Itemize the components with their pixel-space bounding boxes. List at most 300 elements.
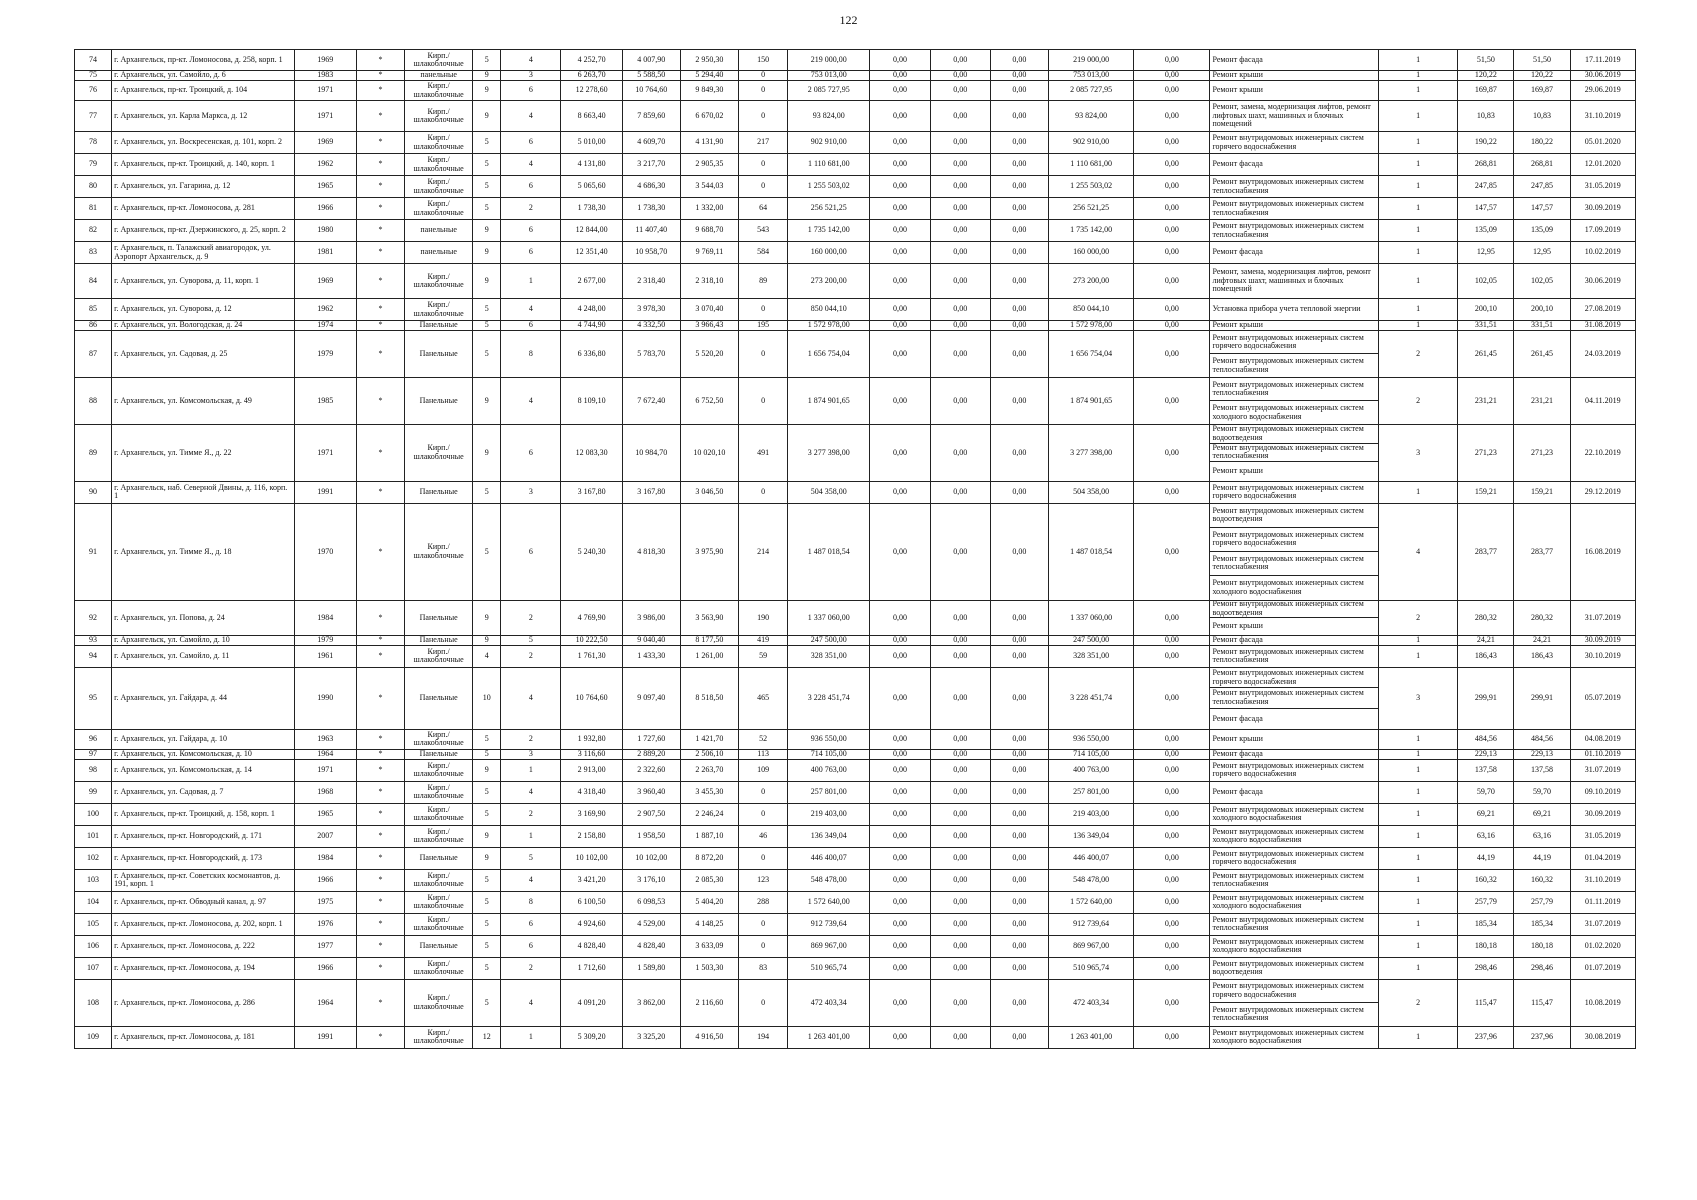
unit-cost-cell: 12,95 xyxy=(1458,242,1514,264)
work-count-cell: 1 xyxy=(1379,481,1458,503)
unit-cost-limit-cell: 51,50 xyxy=(1514,50,1570,71)
cost-federal-cell: 0,00 xyxy=(870,299,930,321)
cost-owners-cell: 902 910,00 xyxy=(1048,132,1133,154)
completion-date-cell: 31.07.2019 xyxy=(1570,600,1635,635)
floors-cell: 9 xyxy=(473,220,501,242)
table-row xyxy=(75,749,1636,759)
table-row xyxy=(75,667,1636,729)
cost-total-cell: 3 228 451,74 xyxy=(788,667,870,729)
work-type-line xyxy=(1210,220,1378,241)
row-number-cell: 109 xyxy=(75,1026,112,1048)
cost-owners-cell: 510 965,74 xyxy=(1048,957,1133,979)
area-living-cell: 3 167,80 xyxy=(622,481,680,503)
unit-cost-limit-cell: 10,83 xyxy=(1514,101,1570,132)
mark-cell: * xyxy=(356,50,404,71)
wall-material-cell: Кирп./ шлакоблочные xyxy=(405,101,473,132)
work-type-line xyxy=(1210,668,1378,688)
residents-cell: 214 xyxy=(739,503,788,600)
work-type-label: Ремонт внутридомовых инженерных систем водоотведения xyxy=(1212,600,1364,617)
wall-material-cell: Панельные xyxy=(405,331,473,378)
unit-cost-limit-cell: 280,32 xyxy=(1514,600,1570,635)
cost-owners-cell: 273 200,00 xyxy=(1048,264,1133,299)
wall-material-cell: Кирп./ шлакоблочные xyxy=(405,132,473,154)
unit-cost-cell: 169,87 xyxy=(1458,81,1514,101)
completion-date-cell: 30.10.2019 xyxy=(1570,645,1635,667)
entrances-cell: 1 xyxy=(501,825,561,847)
wall-material-cell: Кирп./ шлакоблочные xyxy=(405,198,473,220)
completion-date-cell: 31.05.2019 xyxy=(1570,176,1635,198)
wall-material-cell: Кирп./ шлакоблочные xyxy=(405,299,473,321)
work-type-label: Ремонт крыши xyxy=(1212,621,1263,631)
table-row xyxy=(75,299,1636,321)
work-count-cell: 1 xyxy=(1379,264,1458,299)
work-type-label: Ремонт крыши xyxy=(1212,466,1263,476)
build-year-cell: 1983 xyxy=(294,71,356,81)
area-apartments-cell: 9 688,70 xyxy=(680,220,738,242)
unit-cost-cell: 190,22 xyxy=(1458,132,1514,154)
cost-other-cell: 0,00 xyxy=(1134,154,1210,176)
wall-material-cell: панельные xyxy=(405,242,473,264)
area-apartments-cell: 3 070,40 xyxy=(680,299,738,321)
work-type-line xyxy=(1210,1027,1378,1048)
capital-repair-table xyxy=(74,49,1636,1049)
unit-cost-cell: 237,96 xyxy=(1458,1026,1514,1048)
address-cell: г. Архангельск, ул. Гагарина, д. 12 xyxy=(112,176,295,198)
work-types-cell xyxy=(1210,979,1379,1026)
work-count-cell: 1 xyxy=(1379,176,1458,198)
work-type-line xyxy=(1210,71,1378,80)
unit-cost-limit-cell: 237,96 xyxy=(1514,1026,1570,1048)
cost-regional-cell: 0,00 xyxy=(930,645,990,667)
cost-regional-cell: 0,00 xyxy=(930,242,990,264)
address-cell: г. Архангельск, пр-кт. Обводный канал, д. 97 xyxy=(112,891,295,913)
residents-cell: 113 xyxy=(739,749,788,759)
unit-cost-cell: 283,77 xyxy=(1458,503,1514,600)
area-living-cell: 1 589,80 xyxy=(622,957,680,979)
unit-cost-limit-cell: 135,09 xyxy=(1514,220,1570,242)
completion-date-cell: 30.06.2019 xyxy=(1570,264,1635,299)
work-count-cell: 3 xyxy=(1379,425,1458,482)
work-type-label: Ремонт внутридомовых инженерных систем водоотведения xyxy=(1212,958,1364,977)
residents-cell: 0 xyxy=(739,81,788,101)
area-apartments-cell: 2 085,30 xyxy=(680,869,738,891)
address-cell: г. Архангельск, ул. Попова, д. 24 xyxy=(112,600,295,635)
cost-total-cell: 1 110 681,00 xyxy=(788,154,870,176)
work-count-cell: 1 xyxy=(1379,132,1458,154)
area-living-cell: 3 862,00 xyxy=(622,979,680,1026)
cost-other-cell: 0,00 xyxy=(1134,759,1210,781)
row-number-cell: 89 xyxy=(75,425,112,482)
work-type-line xyxy=(1210,321,1378,330)
unit-cost-limit-cell: 268,81 xyxy=(1514,154,1570,176)
cost-owners-cell: 504 358,00 xyxy=(1048,481,1133,503)
build-year-cell: 1971 xyxy=(294,101,356,132)
area-total-cell: 4 769,90 xyxy=(561,600,622,635)
cost-other-cell: 0,00 xyxy=(1134,81,1210,101)
cost-total-cell: 504 358,00 xyxy=(788,481,870,503)
cost-federal-cell: 0,00 xyxy=(870,71,930,81)
cost-owners-cell: 1 487 018,54 xyxy=(1048,503,1133,600)
floors-cell: 9 xyxy=(473,425,501,482)
unit-cost-cell: 24,21 xyxy=(1458,635,1514,645)
floors-cell: 9 xyxy=(473,242,501,264)
row-number-cell: 86 xyxy=(75,321,112,331)
entrances-cell: 2 xyxy=(501,957,561,979)
cost-local-cell: 0,00 xyxy=(990,71,1048,81)
table-body xyxy=(75,50,1636,1049)
area-living-cell: 1 727,60 xyxy=(622,729,680,749)
cost-regional-cell: 0,00 xyxy=(930,825,990,847)
build-year-cell: 1964 xyxy=(294,979,356,1026)
area-apartments-cell: 8 872,20 xyxy=(680,847,738,869)
cost-other-cell: 0,00 xyxy=(1134,847,1210,869)
cost-owners-cell: 936 550,00 xyxy=(1048,729,1133,749)
unit-cost-cell: 115,47 xyxy=(1458,979,1514,1026)
wall-material-cell: Панельные xyxy=(405,481,473,503)
table-row xyxy=(75,729,1636,749)
work-types-cell xyxy=(1210,667,1379,729)
cost-regional-cell: 0,00 xyxy=(930,957,990,979)
work-types-cell xyxy=(1210,645,1379,667)
area-apartments-cell: 3 046,50 xyxy=(680,481,738,503)
cost-total-cell: 1 255 503,02 xyxy=(788,176,870,198)
cost-owners-cell: 247 500,00 xyxy=(1048,635,1133,645)
work-type-line xyxy=(1210,331,1378,354)
cost-local-cell: 0,00 xyxy=(990,50,1048,71)
wall-material-cell: Кирп./ шлакоблочные xyxy=(405,957,473,979)
cost-federal-cell: 0,00 xyxy=(870,667,930,729)
work-type-line xyxy=(1210,482,1378,503)
area-apartments-cell: 5 294,40 xyxy=(680,71,738,81)
cost-local-cell: 0,00 xyxy=(990,781,1048,803)
cost-total-cell: 1 572 640,00 xyxy=(788,891,870,913)
work-type-label: Ремонт внутридомовых инженерных систем холодного водоснабжения xyxy=(1212,804,1364,823)
mark-cell: * xyxy=(356,81,404,101)
cost-regional-cell: 0,00 xyxy=(930,635,990,645)
entrances-cell: 2 xyxy=(501,803,561,825)
area-living-cell: 5 783,70 xyxy=(622,331,680,378)
residents-cell: 190 xyxy=(739,600,788,635)
build-year-cell: 1991 xyxy=(294,1026,356,1048)
cost-other-cell: 0,00 xyxy=(1134,729,1210,749)
cost-local-cell: 0,00 xyxy=(990,378,1048,425)
area-total-cell: 5 309,20 xyxy=(561,1026,622,1048)
area-total-cell: 12 278,60 xyxy=(561,81,622,101)
cost-federal-cell: 0,00 xyxy=(870,729,930,749)
area-total-cell: 6 100,50 xyxy=(561,891,622,913)
cost-local-cell: 0,00 xyxy=(990,979,1048,1026)
residents-cell: 491 xyxy=(739,425,788,482)
unit-cost-limit-cell: 298,46 xyxy=(1514,957,1570,979)
table-row xyxy=(75,825,1636,847)
work-types-cell xyxy=(1210,220,1379,242)
unit-cost-cell: 180,18 xyxy=(1458,935,1514,957)
cost-owners-cell: 1 255 503,02 xyxy=(1048,176,1133,198)
cost-owners-cell: 219 000,00 xyxy=(1048,50,1133,71)
cost-other-cell: 0,00 xyxy=(1134,425,1210,482)
floors-cell: 9 xyxy=(473,264,501,299)
cost-owners-cell: 714 105,00 xyxy=(1048,749,1133,759)
cost-owners-cell: 400 763,00 xyxy=(1048,759,1133,781)
cost-other-cell: 0,00 xyxy=(1134,1026,1210,1048)
work-type-line xyxy=(1210,980,1378,1003)
mark-cell: * xyxy=(356,825,404,847)
mark-cell: * xyxy=(356,847,404,869)
completion-date-cell: 24.03.2019 xyxy=(1570,331,1635,378)
cost-federal-cell: 0,00 xyxy=(870,1026,930,1048)
work-type-label: Ремонт внутридомовых инженерных систем горячего водоснабжения xyxy=(1212,482,1364,501)
cost-total-cell: 869 967,00 xyxy=(788,935,870,957)
work-types-cell xyxy=(1210,176,1379,198)
area-living-cell: 10 984,70 xyxy=(622,425,680,482)
work-type-label: Ремонт внутридомовых инженерных систем горячего водоснабжения xyxy=(1212,760,1364,779)
work-type-label: Ремонт внутридомовых инженерных систем теплоснабжения xyxy=(1212,553,1364,572)
cost-local-cell: 0,00 xyxy=(990,242,1048,264)
row-number-cell: 87 xyxy=(75,331,112,378)
work-type-label: Ремонт внутридомовых инженерных систем теплоснабжения xyxy=(1212,221,1364,239)
cost-regional-cell: 0,00 xyxy=(930,378,990,425)
cost-regional-cell: 0,00 xyxy=(930,803,990,825)
work-count-cell: 1 xyxy=(1379,781,1458,803)
build-year-cell: 1990 xyxy=(294,667,356,729)
area-apartments-cell: 1 261,00 xyxy=(680,645,738,667)
cost-owners-cell: 3 277 398,00 xyxy=(1048,425,1133,482)
entrances-cell: 8 xyxy=(501,331,561,378)
floors-cell: 9 xyxy=(473,81,501,101)
cost-regional-cell: 0,00 xyxy=(930,781,990,803)
work-types-cell xyxy=(1210,50,1379,71)
work-type-label: Ремонт фасада xyxy=(1212,713,1263,723)
work-types-cell xyxy=(1210,321,1379,331)
table-row xyxy=(75,781,1636,803)
residents-cell: 109 xyxy=(739,759,788,781)
build-year-cell: 1991 xyxy=(294,481,356,503)
work-type-line xyxy=(1210,848,1378,869)
work-count-cell: 1 xyxy=(1379,729,1458,749)
cost-total-cell: 160 000,00 xyxy=(788,242,870,264)
floors-cell: 5 xyxy=(473,481,501,503)
work-type-line xyxy=(1210,760,1378,781)
work-type-line xyxy=(1210,132,1378,153)
work-type-label: Ремонт внутридомовых инженерных систем холодного водоснабжения xyxy=(1212,892,1364,911)
cost-total-cell: 936 550,00 xyxy=(788,729,870,749)
address-cell: г. Архангельск, ул. Садовая, д. 25 xyxy=(112,331,295,378)
entrances-cell: 3 xyxy=(501,749,561,759)
address-cell: г. Архангельск, ул. Самойло, д. 10 xyxy=(112,635,295,645)
residents-cell: 217 xyxy=(739,132,788,154)
cost-other-cell: 0,00 xyxy=(1134,667,1210,729)
cost-local-cell: 0,00 xyxy=(990,81,1048,101)
wall-material-cell: Кирп./ шлакоблочные xyxy=(405,176,473,198)
row-number-cell: 75 xyxy=(75,71,112,81)
unit-cost-cell: 137,58 xyxy=(1458,759,1514,781)
work-types-cell xyxy=(1210,71,1379,81)
floors-cell: 5 xyxy=(473,299,501,321)
cost-federal-cell: 0,00 xyxy=(870,913,930,935)
entrances-cell: 2 xyxy=(501,729,561,749)
area-living-cell: 1 738,30 xyxy=(622,198,680,220)
unit-cost-cell: 147,57 xyxy=(1458,198,1514,220)
work-count-cell: 1 xyxy=(1379,847,1458,869)
cost-total-cell: 850 044,10 xyxy=(788,299,870,321)
mark-cell: * xyxy=(356,264,404,299)
area-living-cell: 4 609,70 xyxy=(622,132,680,154)
floors-cell: 5 xyxy=(473,331,501,378)
area-living-cell: 3 176,10 xyxy=(622,869,680,891)
build-year-cell: 1966 xyxy=(294,869,356,891)
address-cell: г. Архангельск, пр-кт. Троицкий, д. 104 xyxy=(112,81,295,101)
address-cell: г. Архангельск, наб. Северной Двины, д. 116, корп. 1 xyxy=(112,481,295,503)
area-living-cell: 4 686,30 xyxy=(622,176,680,198)
build-year-cell: 1981 xyxy=(294,242,356,264)
completion-date-cell: 01.10.2019 xyxy=(1570,749,1635,759)
cost-total-cell: 1 572 978,00 xyxy=(788,321,870,331)
work-type-line xyxy=(1210,176,1378,197)
row-number-cell: 92 xyxy=(75,600,112,635)
work-type-line xyxy=(1210,154,1378,175)
work-types-cell xyxy=(1210,198,1379,220)
build-year-cell: 2007 xyxy=(294,825,356,847)
completion-date-cell: 31.08.2019 xyxy=(1570,321,1635,331)
floors-cell: 9 xyxy=(473,759,501,781)
unit-cost-cell: 159,21 xyxy=(1458,481,1514,503)
work-types-cell xyxy=(1210,957,1379,979)
unit-cost-limit-cell: 137,58 xyxy=(1514,759,1570,781)
work-type-label: Ремонт крыши xyxy=(1212,70,1263,80)
work-count-cell: 1 xyxy=(1379,891,1458,913)
row-number-cell: 81 xyxy=(75,198,112,220)
work-type-line xyxy=(1210,198,1378,219)
mark-cell: * xyxy=(356,198,404,220)
area-total-cell: 4 252,70 xyxy=(561,50,622,71)
cost-regional-cell: 0,00 xyxy=(930,71,990,81)
wall-material-cell: Кирп./ шлакоблочные xyxy=(405,825,473,847)
work-type-line xyxy=(1210,618,1378,635)
completion-date-cell: 29.12.2019 xyxy=(1570,481,1635,503)
area-apartments-cell: 3 975,90 xyxy=(680,503,738,600)
cost-regional-cell: 0,00 xyxy=(930,81,990,101)
cost-owners-cell: 1 337 060,00 xyxy=(1048,600,1133,635)
work-count-cell: 1 xyxy=(1379,803,1458,825)
work-type-line xyxy=(1210,264,1378,298)
work-count-cell: 2 xyxy=(1379,979,1458,1026)
row-number-cell: 104 xyxy=(75,891,112,913)
cost-local-cell: 0,00 xyxy=(990,481,1048,503)
cost-regional-cell: 0,00 xyxy=(930,749,990,759)
cost-local-cell: 0,00 xyxy=(990,869,1048,891)
cost-federal-cell: 0,00 xyxy=(870,242,930,264)
unit-cost-limit-cell: 484,56 xyxy=(1514,729,1570,749)
residents-cell: 83 xyxy=(739,957,788,979)
build-year-cell: 1963 xyxy=(294,729,356,749)
entrances-cell: 1 xyxy=(501,1026,561,1048)
cost-other-cell: 0,00 xyxy=(1134,825,1210,847)
work-type-line xyxy=(1210,354,1378,377)
address-cell: г. Архангельск, пр-кт. Троицкий, д. 158, корп. 1 xyxy=(112,803,295,825)
unit-cost-limit-cell: 200,10 xyxy=(1514,299,1570,321)
mark-cell: * xyxy=(356,645,404,667)
work-type-line xyxy=(1210,936,1378,957)
area-living-cell: 7 859,60 xyxy=(622,101,680,132)
residents-cell: 0 xyxy=(739,154,788,176)
mark-cell: * xyxy=(356,869,404,891)
area-apartments-cell: 2 950,30 xyxy=(680,50,738,71)
floors-cell: 5 xyxy=(473,913,501,935)
unit-cost-limit-cell: 180,18 xyxy=(1514,935,1570,957)
address-cell: г. Архангельск, пр-кт. Троицкий, д. 140, корп. 1 xyxy=(112,154,295,176)
row-number-cell: 83 xyxy=(75,242,112,264)
work-type-label: Ремонт фасада xyxy=(1212,247,1263,257)
cost-federal-cell: 0,00 xyxy=(870,749,930,759)
row-number-cell: 76 xyxy=(75,81,112,101)
work-types-cell xyxy=(1210,101,1379,132)
entrances-cell: 1 xyxy=(501,264,561,299)
area-living-cell: 6 098,53 xyxy=(622,891,680,913)
cost-federal-cell: 0,00 xyxy=(870,869,930,891)
unit-cost-limit-cell: 229,13 xyxy=(1514,749,1570,759)
cost-local-cell: 0,00 xyxy=(990,913,1048,935)
work-type-line xyxy=(1210,870,1378,891)
cost-other-cell: 0,00 xyxy=(1134,935,1210,957)
cost-total-cell: 3 277 398,00 xyxy=(788,425,870,482)
wall-material-cell: Кирп./ шлакоблочные xyxy=(405,979,473,1026)
cost-federal-cell: 0,00 xyxy=(870,81,930,101)
cost-regional-cell: 0,00 xyxy=(930,503,990,600)
area-living-cell: 10 764,60 xyxy=(622,81,680,101)
entrances-cell: 6 xyxy=(501,935,561,957)
row-number-cell: 78 xyxy=(75,132,112,154)
cost-local-cell: 0,00 xyxy=(990,264,1048,299)
unit-cost-limit-cell: 185,34 xyxy=(1514,913,1570,935)
entrances-cell: 4 xyxy=(501,378,561,425)
work-type-label: Ремонт внутридомовых инженерных систем теплоснабжения xyxy=(1212,177,1364,195)
table-row xyxy=(75,645,1636,667)
area-apartments-cell: 1 421,70 xyxy=(680,729,738,749)
area-living-cell: 4 818,30 xyxy=(622,503,680,600)
cost-regional-cell: 0,00 xyxy=(930,425,990,482)
entrances-cell: 6 xyxy=(501,176,561,198)
table-row xyxy=(75,869,1636,891)
mark-cell: * xyxy=(356,101,404,132)
residents-cell: 52 xyxy=(739,729,788,749)
completion-date-cell: 01.04.2019 xyxy=(1570,847,1635,869)
unit-cost-limit-cell: 63,16 xyxy=(1514,825,1570,847)
cost-total-cell: 136 349,04 xyxy=(788,825,870,847)
completion-date-cell: 30.09.2019 xyxy=(1570,635,1635,645)
cost-local-cell: 0,00 xyxy=(990,957,1048,979)
residents-cell: 150 xyxy=(739,50,788,71)
table-row xyxy=(75,321,1636,331)
cost-regional-cell: 0,00 xyxy=(930,481,990,503)
build-year-cell: 1966 xyxy=(294,198,356,220)
area-total-cell: 5 065,60 xyxy=(561,176,622,198)
cost-local-cell: 0,00 xyxy=(990,749,1048,759)
work-types-cell xyxy=(1210,81,1379,101)
area-living-cell: 2 322,60 xyxy=(622,759,680,781)
address-cell: г. Архангельск, ул. Воскресенская, д. 101, корп. 2 xyxy=(112,132,295,154)
entrances-cell: 4 xyxy=(501,154,561,176)
cost-other-cell: 0,00 xyxy=(1134,913,1210,935)
entrances-cell: 6 xyxy=(501,132,561,154)
cost-other-cell: 0,00 xyxy=(1134,645,1210,667)
work-type-line xyxy=(1210,299,1378,320)
area-living-cell: 9 040,40 xyxy=(622,635,680,645)
area-living-cell: 2 889,20 xyxy=(622,749,680,759)
work-type-line xyxy=(1210,958,1378,979)
unit-cost-cell: 69,21 xyxy=(1458,803,1514,825)
work-count-cell: 1 xyxy=(1379,749,1458,759)
floors-cell: 9 xyxy=(473,847,501,869)
